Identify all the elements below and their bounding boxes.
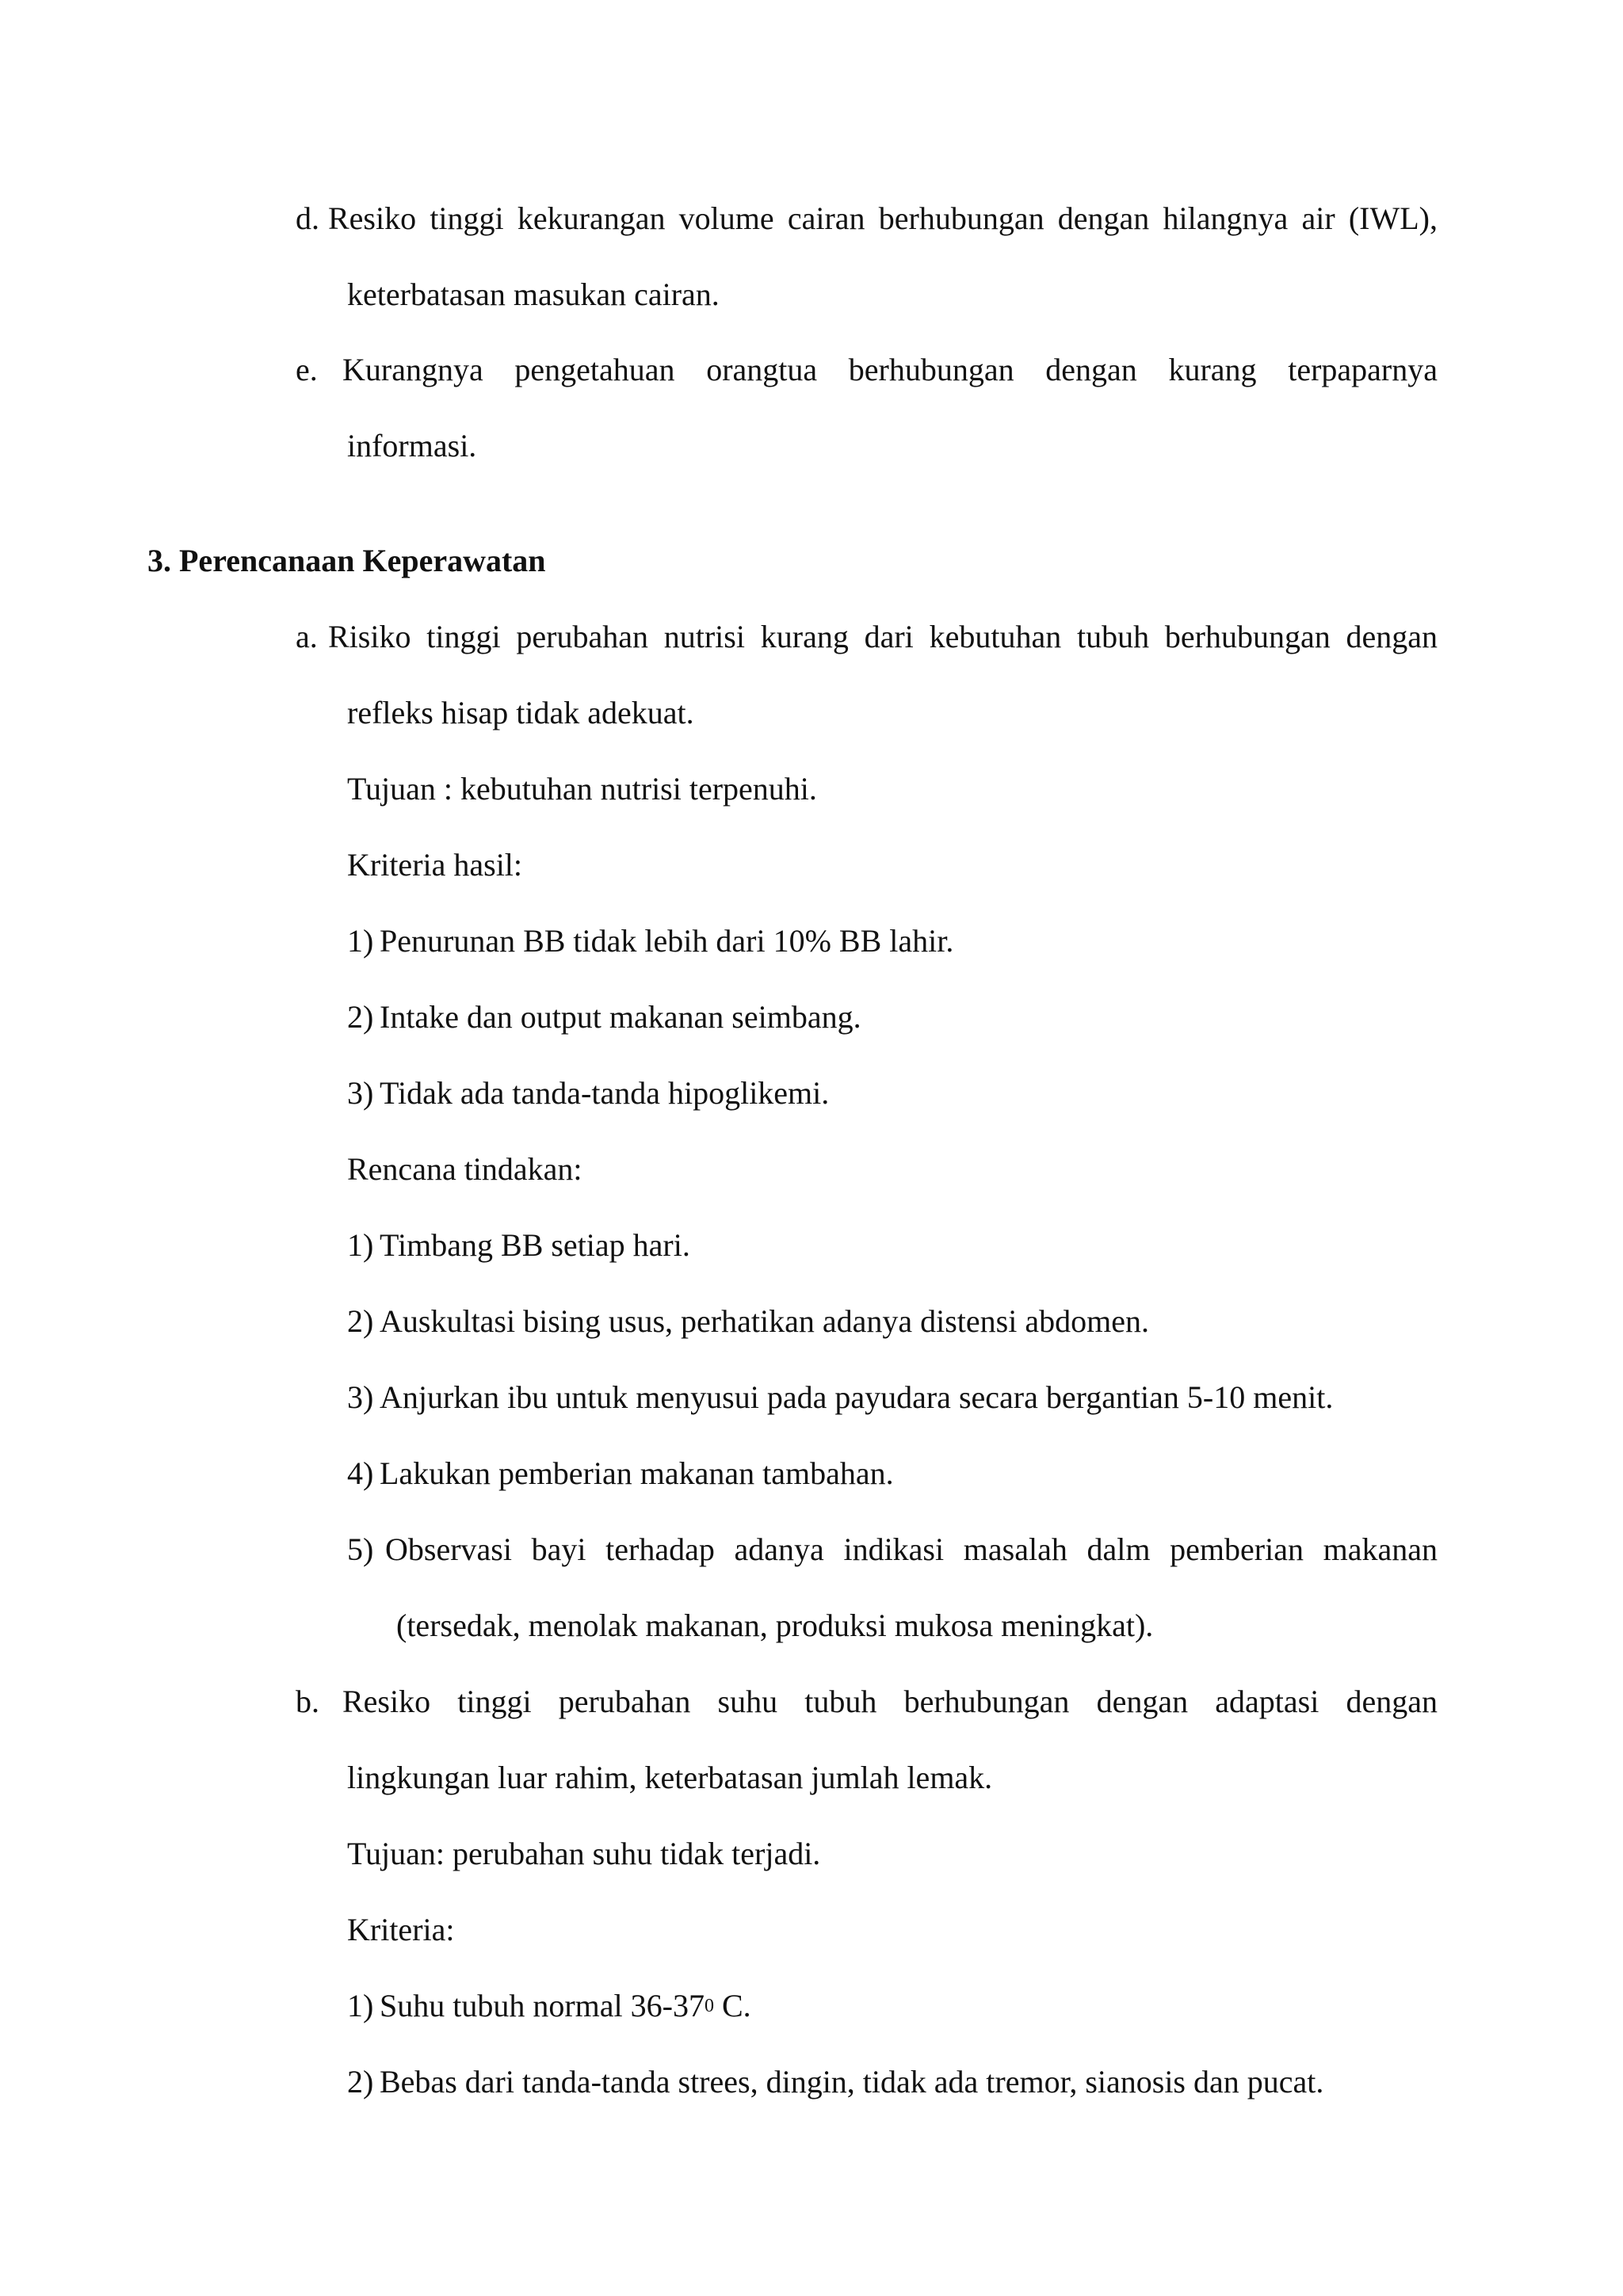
plan-item: Auskultasi bising usus, perhatikan adanya distensi abdomen. — [380, 1303, 1149, 1339]
item-d-label: d. — [296, 200, 319, 236]
plan-item: Lakukan pemberian makanan tambahan. — [380, 1455, 894, 1491]
item-a-line1: Risiko tinggi perubahan nutrisi kurang dari kebutuhan tubuh berhubungan dengan — [328, 619, 1438, 654]
item-a-plan-heading: Rencana tindakan: — [347, 1151, 582, 1187]
plan-num: 5) — [347, 1531, 374, 1567]
item-a-label: a. — [296, 619, 318, 654]
plan-num: 3) — [347, 1379, 374, 1415]
criteria-a-item: Intake dan output makanan seimbang. — [380, 999, 861, 1035]
plan-item: Anjurkan ibu untuk menyusui pada payudara secara bergantian 5-10 menit. — [380, 1379, 1334, 1415]
criteria-a-item: Tidak ada tanda-tanda hipoglikemi. — [380, 1075, 830, 1111]
section-number: 3. — [147, 543, 171, 578]
item-b-criteria-heading: Kriteria: — [347, 1912, 455, 1947]
plan-num: 1) — [347, 1227, 374, 1263]
item-d-line1: Resiko tinggi kekurangan volume cairan berhubungan dengan hilangnya air (IWL), — [328, 200, 1438, 236]
item-e-line2: informasi. — [347, 428, 477, 463]
item-a-goal: Tujuan : kebutuhan nutrisi terpenuhi. — [347, 771, 817, 807]
criteria-a-num: 3) — [347, 1075, 374, 1111]
item-d-line2: keterbatasan masukan cairan. — [347, 277, 720, 312]
item-a-criteria-heading: Kriteria hasil: — [347, 847, 523, 883]
criteria-b-text: Suhu tubuh normal 36-37 — [380, 1988, 705, 2023]
item-e-line1: Kurangnya pengetahuan orangtua berhubungan dengan kurang terpaparnya — [342, 352, 1438, 387]
item-b-label: b. — [296, 1684, 319, 1719]
superscript: 0 — [704, 1996, 714, 2016]
criteria-a-item: Penurunan BB tidak lebih dari 10% BB lahir. — [380, 923, 954, 959]
criteria-b-item — [380, 1987, 751, 2025]
item-a-line2: refleks hisap tidak adekuat. — [347, 695, 694, 730]
criteria-a-num: 1) — [347, 923, 374, 959]
section-title: Perencanaan Keperawatan — [179, 543, 546, 578]
item-b-line1: Resiko tinggi perubahan suhu tubuh berhubungan dengan adaptasi dengan — [342, 1684, 1438, 1719]
item-b-line2: lingkungan luar rahim, keterbatasan jumlah lemak. — [347, 1760, 993, 1795]
criteria-a-num: 2) — [347, 999, 374, 1035]
criteria-b-text-after: C. — [713, 1988, 751, 2023]
plan-num: 4) — [347, 1455, 374, 1491]
plan-item: Timbang BB setiap hari. — [380, 1227, 690, 1263]
item-b-goal: Tujuan: perubahan suhu tidak terjadi. — [347, 1836, 821, 1871]
plan-item: Observasi bayi terhadap adanya indikasi masalah dalm pemberian makanan — [385, 1531, 1438, 1567]
criteria-b-num: 1) — [347, 1988, 374, 2023]
plan-num: 2) — [347, 1303, 374, 1339]
item-e-label: e. — [296, 352, 318, 387]
criteria-b-num: 2) — [347, 2064, 374, 2100]
plan-item-continuation: (tersedak, menolak makanan, produksi mukosa meningkat). — [396, 1608, 1154, 1643]
criteria-b-item: Bebas dari tanda-tanda strees, dingin, tidak ada tremor, sianosis dan pucat. — [380, 2064, 1324, 2100]
